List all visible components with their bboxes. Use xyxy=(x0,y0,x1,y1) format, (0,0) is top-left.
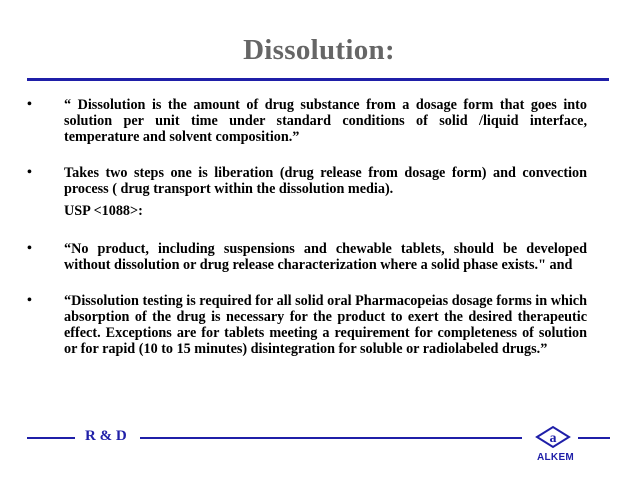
bullet-list xyxy=(27,97,587,357)
footer-rule-center xyxy=(140,437,522,439)
bullet-item xyxy=(27,97,587,145)
bullet-icon: • xyxy=(27,293,32,308)
logo-letter: a xyxy=(549,431,557,446)
bullet-text: “Dissolution testing is required for all solid oral Pharmacopeias dosage forms in which absorption of the drug is necessary for the product to exert the desired therapeutic effect. Exceptions are for tablets meeting a requirement for completeness of solution or for rapid (10 to 15 minutes) disintegration for soluble or radiolabeled drugs.” xyxy=(64,293,587,357)
title-divider xyxy=(27,78,609,81)
bullet-item xyxy=(27,241,587,273)
slide-title: Dissolution: xyxy=(243,34,395,66)
bullet-item xyxy=(27,165,587,197)
bullet-text: Takes two steps one is liberation (drug release from dosage form) and convection process ( drug transport within the dissolution media). xyxy=(64,165,587,197)
bullet-text: “No product, including suspensions and chewable tablets, should be developed without dissolution or drug release characterization where a solid phase exists." and xyxy=(64,241,587,273)
logo-text: ALKEM xyxy=(537,452,575,463)
bullet-icon: • xyxy=(27,165,32,180)
footer-rule-left xyxy=(27,437,75,439)
footer-rule-right xyxy=(578,437,610,439)
bullet-icon: • xyxy=(27,241,32,256)
bullet-item xyxy=(27,293,587,357)
usp-reference: USP <1088>: xyxy=(64,203,143,219)
bullet-icon: • xyxy=(27,97,32,112)
bullet-text: “ Dissolution is the amount of drug substance from a dosage form that goes into solution per unit time under standard conditions of solid /liquid interface, temperature and solvent composition.” xyxy=(64,97,587,145)
footer-label: R & D xyxy=(85,428,127,444)
